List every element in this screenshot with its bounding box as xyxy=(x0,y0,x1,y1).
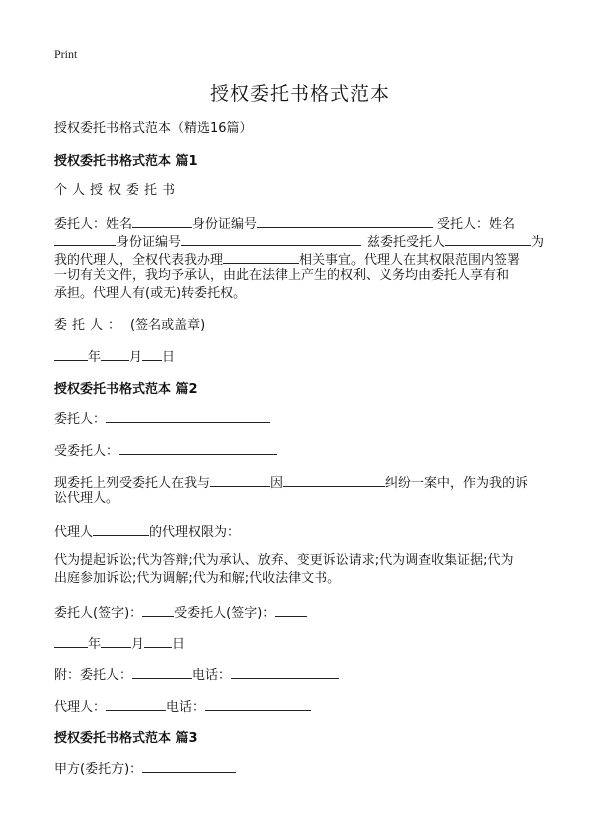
entrusted-blank xyxy=(445,231,531,246)
section2-agent-line xyxy=(54,440,277,461)
section1-date-line xyxy=(54,346,175,367)
principal-signature-line xyxy=(54,317,205,335)
entrust-line-2: 讼代理人。 xyxy=(54,491,120,506)
s2-year-blank xyxy=(54,633,88,648)
day-blank xyxy=(142,346,162,361)
section1-subtitle: 个人授权委托书 xyxy=(54,183,181,198)
attachment-principal-line xyxy=(54,664,339,685)
section-heading-2: 授权委托书格式范本 篇2 xyxy=(54,382,198,397)
s2-day-blank xyxy=(144,633,172,648)
s2-day-label: 日 xyxy=(172,637,186,652)
document-title: 授权委托书格式范本 xyxy=(209,83,390,105)
principal-sign-label: 委托人(签字)： xyxy=(54,606,143,621)
matters-blank xyxy=(223,249,299,264)
signature-note: (签名或盖章) xyxy=(130,318,206,333)
entrust-line-1 xyxy=(54,472,528,493)
attachment-agent-blank xyxy=(106,696,166,711)
agent-id-label: 身份证编号 xyxy=(116,235,182,250)
principal-name-label: 委托人：姓名 xyxy=(54,217,133,232)
related-matters-text: 相关事宜。代理人在其权限范围内签署 xyxy=(299,253,521,268)
principal-id-blank xyxy=(257,213,433,228)
principal-phone-label: 电话： xyxy=(192,668,232,683)
agent-sign-blank xyxy=(275,602,307,617)
intro-line: 授权委托书格式范本（精选16篇） xyxy=(54,121,253,136)
principal-phone-blank xyxy=(231,664,339,679)
agent-name-blank xyxy=(54,231,116,246)
year-blank xyxy=(54,346,88,361)
handle-matters-text: 我的代理人，全权代表我办理 xyxy=(54,253,224,268)
year-label: 年 xyxy=(88,350,102,365)
agent-power-blank xyxy=(93,521,149,536)
dispute-blank xyxy=(283,472,385,487)
party-a-blank xyxy=(142,758,236,773)
s2-month-label: 月 xyxy=(131,637,145,652)
principal-sign-blank xyxy=(142,602,174,617)
entrust-text-b: 因 xyxy=(270,476,284,491)
section2-principal-blank xyxy=(106,408,270,423)
agent-power-label: 代理人 xyxy=(54,525,94,540)
section2-principal-label: 委托人： xyxy=(54,412,107,427)
section2-signature-line xyxy=(54,602,307,623)
agent-sign-label: 受委托人(签字)： xyxy=(174,606,276,621)
party-a-label: 甲方(委托方)： xyxy=(54,762,143,777)
entrust-text-c: 纠纷一案中，作为我的诉 xyxy=(385,476,529,491)
power-scope-label: 的代理权限为： xyxy=(149,525,241,540)
principal-signer-label: 委托人： xyxy=(54,318,127,333)
wei-text: 为 xyxy=(531,235,545,250)
s2-month-blank xyxy=(101,633,131,648)
agent-phone-blank xyxy=(205,696,311,711)
entrust-text-a: 现委托上列受委托人在我与 xyxy=(54,476,211,491)
section-heading-3: 授权委托书格式范本 篇3 xyxy=(54,731,198,746)
party-a-line xyxy=(54,758,236,779)
principal-name-blank xyxy=(132,213,192,228)
attachment-principal-blank xyxy=(132,664,192,679)
powers-line-1: 代为提起诉讼;代为答辩;代为承认、放弃、变更诉讼请求;代为调查收集证据;代为 xyxy=(54,553,514,568)
section2-date-line xyxy=(54,633,185,654)
month-blank xyxy=(101,346,129,361)
section2-principal-line xyxy=(54,408,270,429)
section2-agent-blank xyxy=(119,440,277,455)
month-label: 月 xyxy=(129,350,143,365)
attachment-principal-label: 附：委托人： xyxy=(54,668,133,683)
agent-power-line xyxy=(54,521,240,542)
opposing-party-blank xyxy=(210,472,270,487)
section1-line-5: 承担。代理人有(或无)转委托权。 xyxy=(54,286,247,301)
section-heading-1: 授权委托书格式范本 篇1 xyxy=(54,154,198,169)
print-label[interactable]: Print xyxy=(54,47,78,61)
day-label: 日 xyxy=(162,350,176,365)
section2-agent-label: 受委托人： xyxy=(54,444,120,459)
section1-line-4: 一切有关文件，我均予承认，由此在法律上产生的权利、义务均由委托人享有和 xyxy=(54,268,510,283)
entrust-label: 兹委托受托人 xyxy=(367,235,446,250)
agent-id-blank xyxy=(181,231,361,246)
s2-year-label: 年 xyxy=(88,637,102,652)
attachment-agent-line xyxy=(54,696,311,717)
id-number-label: 身份证编号 xyxy=(192,217,258,232)
powers-line-2: 出庭参加诉讼;代为调解;代为和解;代收法律文书。 xyxy=(54,571,341,586)
attachment-agent-label: 代理人： xyxy=(54,700,107,715)
agent-name-label: 受托人：姓名 xyxy=(437,217,516,232)
agent-phone-label: 电话： xyxy=(166,700,206,715)
